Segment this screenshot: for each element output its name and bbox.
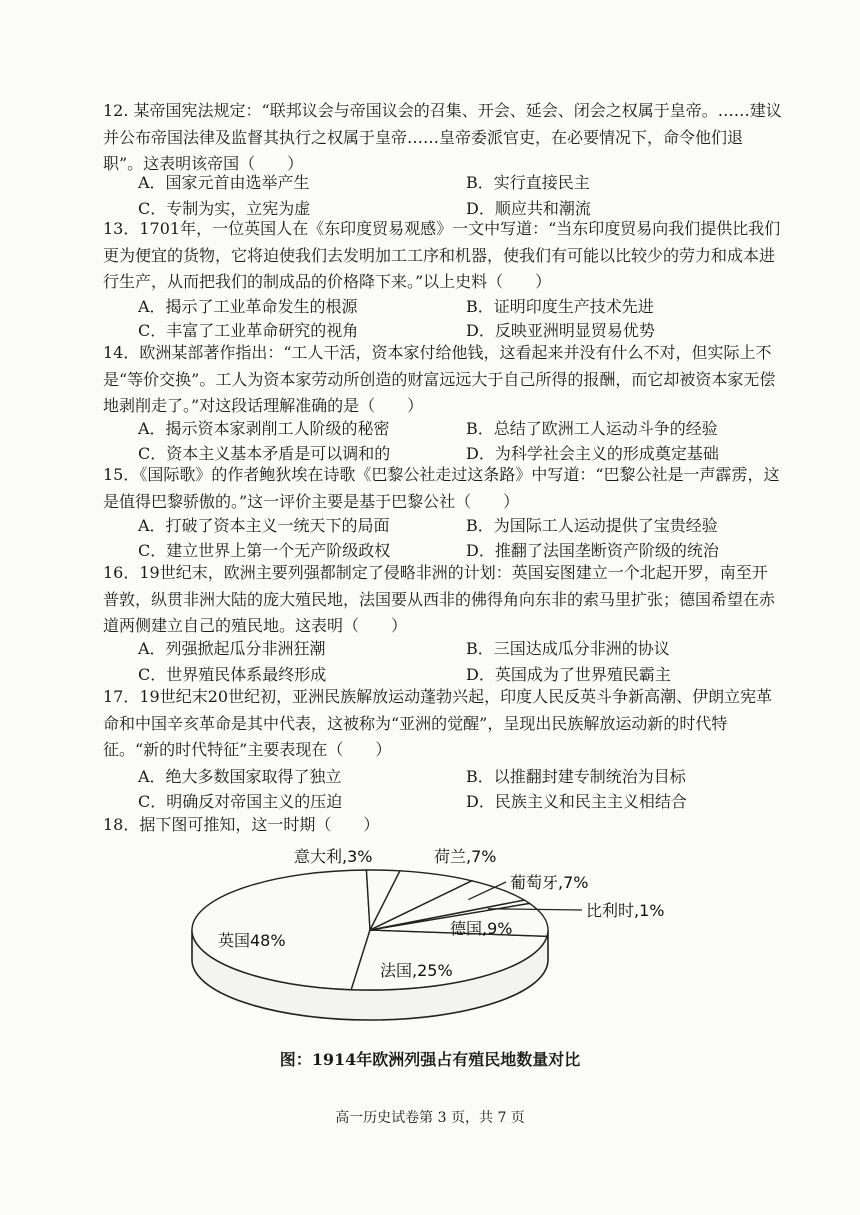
question-14-option-a[interactable]: A．揭示资本家剥削工人阶级的秘密 — [138, 419, 390, 438]
colony-pie-chart — [190, 840, 750, 1040]
question-14-option-b[interactable]: B．总结了欧洲工人运动斗争的经验 — [466, 419, 718, 438]
question-16-option-a[interactable]: A．列强掀起瓜分非洲狂潮 — [138, 639, 326, 658]
question-13-stem: 13．1701年，一位英国人在《东印度贸易观感》一文中写道：“当东印度贸易向我们提供比我们更为便宜的货物，它将迫使我们去发明加工工序和机器，使我们有可能以比较少的劳力和成本进行生产，从而把我们的制成品的价格降下来。”以上史料（ ） — [103, 219, 781, 291]
question-15-option-b[interactable]: B．为国际工人运动提供了宝贵经验 — [466, 516, 718, 535]
question-12-option-d[interactable]: D．顺应共和潮流 — [466, 199, 591, 218]
question-14-option-d[interactable]: D．为科学社会主义的形成奠定基础 — [466, 444, 719, 463]
question-16-stem: 16．19世纪末，欧洲主要列强都制定了侵略非洲的计划：英国妄图建立一个北起开罗，南至开普敦，纵贯非洲大陆的庞大殖民地，法国要从西非的佛得角向东非的索马里扩张；德国希望在赤道两侧建立自己的殖民地。这表明（ ） — [103, 563, 776, 635]
chart-caption: 图：1914年欧洲列强占有殖民地数量对比 — [279, 1050, 581, 1069]
question-13-option-c[interactable]: C．丰富了工业革命研究的视角 — [138, 321, 359, 340]
question-13-option-a[interactable]: A．揭示了工业革命发生的根源 — [138, 297, 358, 316]
pie-slice-label: 葡萄牙,7% — [510, 873, 589, 892]
question-17-stem: 17．19世纪末20世纪初，亚洲民族解放运动蓬勃兴起，印度人民反英斗争新高潮、伊朗立宪革命和中国辛亥革命是其中代表，这被称为“亚洲的觉醒”，呈现出民族解放运动新的时代特征。“新的时代特征”主要表现在（ ） — [103, 687, 773, 759]
question-16-option-b[interactable]: B．三国达成瓜分非洲的协议 — [466, 639, 670, 658]
question-14-stem: 14．欧洲某部著作指出：“工人干活，资本家付给他钱，这看起来并没有什么不对，但实际上不是“等价交换”。工人为资本家劳动所创造的财富远远大于自己所得的报酬，而它却被资本家无偿地剥削走了。”对这段话理解准确的是（ ） — [103, 343, 776, 415]
question-18-stem: 18．据下图可推知，这一时期（ ） — [103, 815, 380, 834]
pie-slice-label: 英国48% — [218, 931, 286, 950]
question-17-option-a[interactable]: A．绝大多数国家取得了独立 — [138, 767, 342, 786]
pie-slice-label: 法国,25% — [380, 961, 453, 980]
page-footer: 高一历史试卷第 3 页，共 7 页 — [335, 1110, 525, 1126]
question-12-option-a[interactable]: A．国家元首由选举产生 — [138, 173, 310, 192]
question-15-option-d[interactable]: D．推翻了法国垄断资产阶级的统治 — [466, 541, 719, 560]
question-17-option-d[interactable]: D．民族主义和民主主义相结合 — [466, 792, 687, 811]
question-17-option-c[interactable]: C．明确反对帝国主义的压迫 — [138, 792, 343, 811]
question-13-option-b[interactable]: B．证明印度生产技术先进 — [466, 297, 654, 316]
question-13-option-d[interactable]: D．反映亚洲明显贸易优势 — [466, 321, 655, 340]
question-16-option-c[interactable]: C．世界殖民体系最终形成 — [138, 665, 327, 684]
pie-slice-label: 荷兰,7% — [434, 847, 497, 866]
question-14-option-c[interactable]: C．资本主义基本矛盾是可以调和的 — [138, 444, 391, 463]
question-12-option-c[interactable]: C．专制为实，立宪为虚 — [138, 199, 311, 218]
question-15-option-a[interactable]: A．打破了资本主义一统天下的局面 — [138, 516, 390, 535]
pie-slice-label: 德国,9% — [450, 919, 513, 938]
question-12-stem: 12. 某帝国宪法规定：“联邦议会与帝国议会的召集、开会、延会、闭会之权属于皇帝。……建议并公布帝国法律及监督其执行之权属于皇帝……皇帝委派官吏，在必要情况下，命令他们退职”。这表明该帝国（ ） — [103, 101, 782, 173]
question-15-option-c[interactable]: C．建立世界上第一个无产阶级政权 — [138, 541, 391, 560]
question-16-option-d[interactable]: D．英国成为了世界殖民霸主 — [466, 665, 671, 684]
pie-slice-label: 意大利,3% — [294, 847, 373, 866]
question-17-option-b[interactable]: B．以推翻封建专制统治为目标 — [466, 767, 686, 786]
pie-slice-label: 比利时,1% — [586, 901, 665, 920]
question-15-stem: 15．《国际歌》的作者鲍狄埃在诗歌《巴黎公社走过这条路》中写道：“巴黎公社是一声霹雳，这是值得巴黎骄傲的。”这一评价主要是基于巴黎公社（ ） — [103, 465, 780, 511]
question-12-option-b[interactable]: B．实行直接民主 — [466, 173, 590, 192]
